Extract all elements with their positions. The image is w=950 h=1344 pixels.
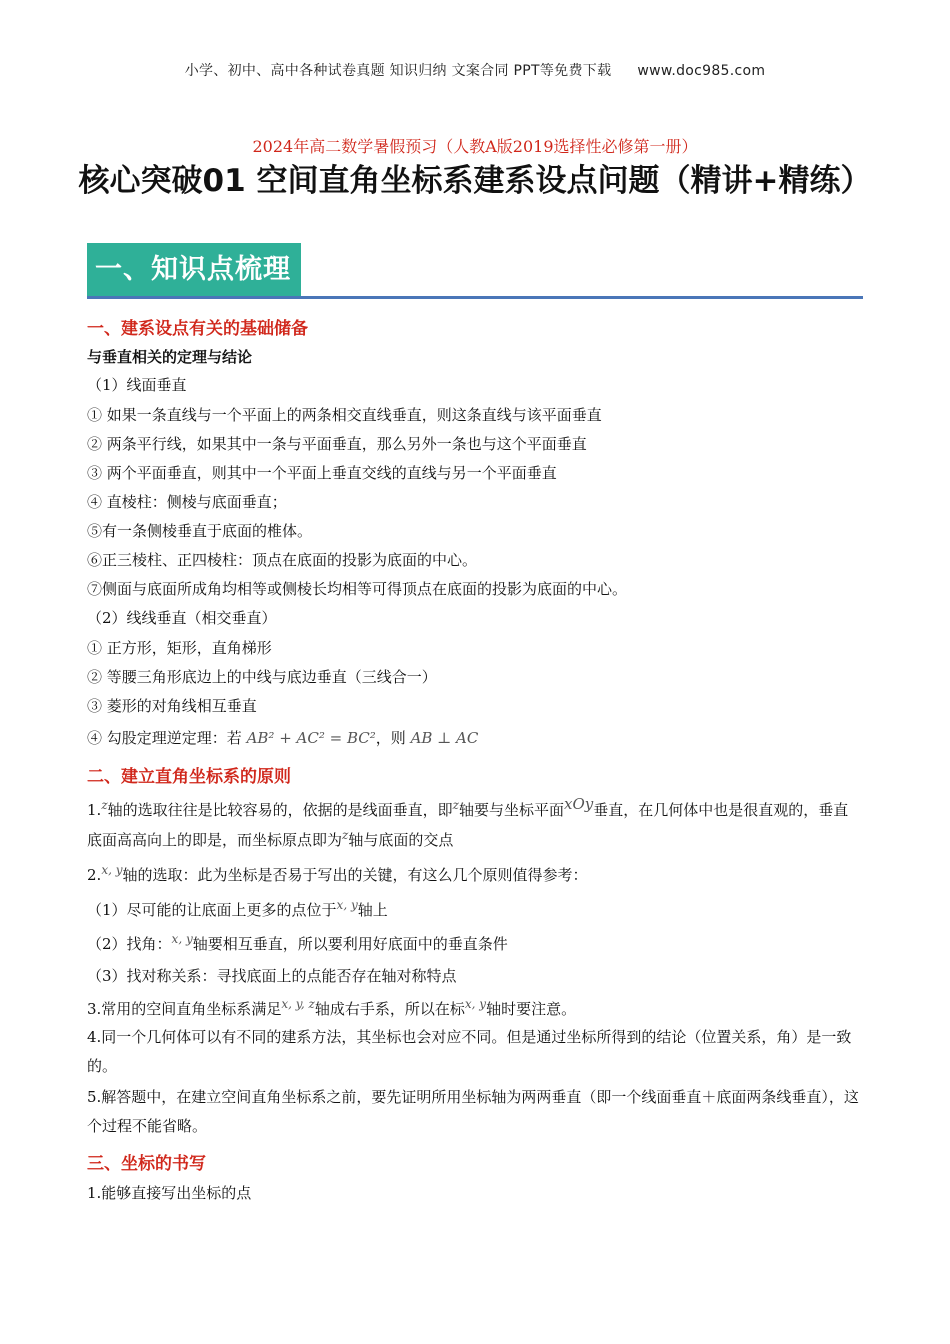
header-site-link[interactable]: www.doc985.com (637, 63, 766, 79)
list-item: ⑦侧面与底面所成角均相等或侧棱长均相等可得顶点在底面的投影为底面的中心。 (87, 580, 628, 598)
formula-perpendicular: AB ⊥ AC (410, 729, 479, 747)
principle-2: （2）找角：$^{x, y}$轴要相互垂直，所以要利用好底面中的垂直条件 (87, 932, 508, 953)
list-item: ① 如果一条直线与一个平面上的两条相交直线垂直，则这条直线与该平面垂直 (87, 406, 602, 424)
list-item: ① 正方形，矩形，直角梯形 (87, 639, 272, 657)
document-title: 核心突破01 空间直角坐标系建系设点问题（精讲+精练） (78, 163, 872, 199)
section2-heading: 二、建立直角坐标系的原则 (87, 767, 291, 787)
group2-label: （2）线线垂直（相交垂直） (87, 609, 277, 627)
section3-heading: 三、坐标的书写 (87, 1154, 206, 1174)
group1-label: （1）线面垂直 (87, 376, 187, 394)
section2-paragraph-3: 3.常用的空间直角坐标系满足$^{x, y, z}$轴成右手系，所以在标$^{x, y}$轴时要注意。 (87, 997, 577, 1018)
list-item: ③ 菱形的对角线相互垂直 (87, 697, 257, 715)
document-subtitle: 2024年高二数学暑假预习（人教A版2019选择性必修第一册） (252, 137, 698, 156)
section2-paragraph-4: 4.同一个几何体可以有不同的建系方法，其坐标也会对应不同。但是通过坐标所得到的结论（位置关系，角）是一致的。 (87, 1028, 852, 1075)
list-item: ⑥正三棱柱、正四棱柱：顶点在底面的投影为底面的中心。 (87, 551, 478, 569)
header-links: 小学、初中、高中各种试卷真题 知识归纳 文案合同 PPT等免费下载 (184, 63, 612, 79)
section2-paragraph-2: 2.$^{x, y}$轴的选取：此为坐标是否易于写出的关键，有这么几个原则值得参考： (87, 863, 588, 884)
page-header (0, 60, 950, 80)
list-item: ② 等腰三角形底边上的中线与底边垂直（三线合一） (87, 668, 437, 686)
list-item: ④ 直棱柱：侧棱与底面垂直； (87, 493, 287, 511)
formula-sum-of-squares: AB² + AC² = BC² (246, 729, 376, 747)
banner-divider (87, 296, 863, 299)
list-item: ② 两条平行线，如果其中一条与平面垂直，那么另外一条也与这个平面垂直 (87, 435, 587, 453)
section-banner: 一、知识点梳理 (87, 243, 301, 296)
section3-paragraph-1: 1.能够直接写出坐标的点 (87, 1184, 252, 1202)
list-item: ③ 两个平面垂直，则其中一个平面上垂直交线的直线与另一个平面垂直 (87, 464, 557, 482)
pythagorean-converse-item: ④ 勾股定理逆定理：若 AB² + AC² = BC²，则 AB ⊥ AC (87, 729, 479, 747)
section2-paragraph-1: 1.$^z$轴的选取往往是比较容易的，依据的是线面垂直，即$^z$轴要与坐标平面xOy垂直，在几何体中也是很直观的，垂直底面高高向上的即是，而坐标原点即为$^z$轴与底面的交点 (87, 795, 849, 849)
section1-heading: 一、建系设点有关的基础储备 (87, 319, 308, 339)
principle-3: （3）找对称关系：寻找底面上的点能否存在轴对称特点 (87, 967, 457, 985)
section2-paragraph-5: 5.解答题中，在建立空间直角坐标系之前，要先证明所用坐标轴为两两垂直（即一个线面垂直＋底面两条线垂直），这个过程不能省略。 (87, 1088, 859, 1135)
principle-1: （1）尽可能的让底面上更多的点位于$^{x, y}$轴上 (87, 898, 388, 919)
list-item: ⑤有一条侧棱垂直于底面的椎体。 (87, 522, 313, 540)
section1-subheading: 与垂直相关的定理与结论 (87, 348, 253, 366)
